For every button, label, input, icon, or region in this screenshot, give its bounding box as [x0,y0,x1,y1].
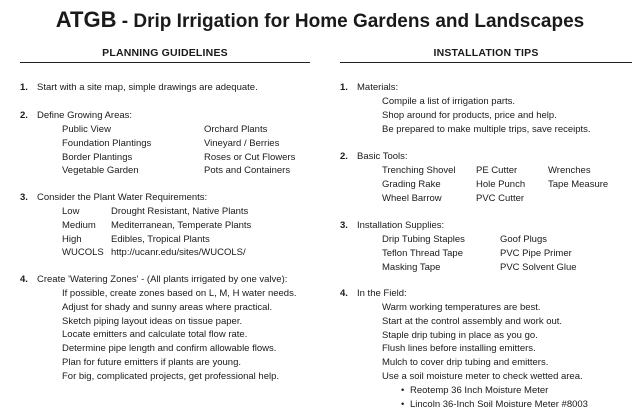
water-level: WUCOLS [62,247,104,259]
list-item: Be prepared to make multiple trips, save receipts. [382,123,591,135]
list-item: Tape Measure [548,178,609,190]
list-item: Vegetable Garden [62,165,139,177]
water-description: Edibles, Tropical Plants [111,233,210,245]
list-item: Mulch to cover drip tubing and emitters. [382,357,549,369]
water-level: Low [62,206,80,217]
in-the-field-list [382,301,583,384]
list-item: Foundation Plantings [62,137,152,149]
list-item: Plan for future emitters if plants are young. [62,356,242,368]
step-text: Define Growing Areas: [37,110,133,121]
water-level: High [62,233,82,245]
list-item: If possible, create zones based on L, M, H water needs. [62,288,297,299]
bullet-item: • Lincoln 36-Inch Soil Moisture Meter #8003 [400,398,588,412]
wucols-link[interactable]: http://ucanr.edu/sites/WUCOLS/ [111,247,246,259]
step-text: Installation Supplies: [357,220,445,231]
list-item: Staple drip tubing in place as you go. [382,329,538,341]
step-text: In the Field: [357,288,407,299]
list-item: Public View [62,124,111,135]
step-number: 1. [20,82,28,93]
water-level: Medium [62,219,96,231]
list-item: Grading Rake [382,178,441,190]
list-item: Use a soil moisture meter to check wetted area. [382,370,583,382]
title-brand: ATGB [55,7,117,32]
watering-zones-list [62,287,296,384]
bullet-item: • Reotemp 36 Inch Moisture Meter [400,384,588,398]
step-number: 3. [340,220,348,231]
step-number: 2. [20,110,28,121]
step-text: Basic Tools: [357,151,408,162]
step-number: 4. [20,274,28,285]
list-item: PVC Cutter [476,192,525,204]
list-item: Orchard Plants [204,124,268,135]
list-item: PE Cutter [476,165,518,176]
step-text: Create 'Watering Zones' - (All plants irrigated by one valve): [37,274,288,285]
step-number: 3. [20,192,28,203]
planning-guidelines-heading: PLANNING GUIDELINES [20,47,310,63]
list-item: For big, complicated projects, get professional help. [62,370,280,382]
step-number: 4. [340,288,348,299]
list-item: Determine pipe length and confirm allowable flows. [62,343,277,355]
step-number: 1. [340,82,348,93]
step-text: Start with a site map, simple drawings are adequate. [37,82,258,93]
list-item: Shop around for products, price and help. [382,109,557,121]
list-item: Locate emitters and calculate total flow rate. [62,329,248,341]
list-item: Wrenches [548,165,591,176]
list-item: Sketch piping layout ideas on tissue paper. [62,315,243,327]
moisture-meter-list [400,384,588,412]
title-subtitle: - Drip Irrigation for Home Gardens and Landscapes [116,11,585,32]
list-item: Vineyard / Berries [204,137,280,149]
planning-guidelines-column [20,47,310,382]
list-item: Compile a list of irrigation parts. [382,96,516,107]
list-item: Goof Plugs [500,234,547,245]
list-item: Pots and Containers [204,165,291,177]
step-text: Materials: [357,82,399,93]
list-item: Warm working temperatures are best. [382,302,541,313]
list-item: Roses or Cut Flowers [204,151,296,163]
page-title [0,7,640,33]
list-item: Teflon Thread Tape [382,247,463,259]
list-item: Masking Tape [382,261,441,273]
step-number: 2. [340,151,348,162]
list-item: PVC Solvent Glue [500,261,577,273]
installation-supplies-list [382,233,610,274]
list-item: Start at the control assembly and work out. [382,315,563,327]
list-item: Hole Punch [476,178,526,190]
list-item: Wheel Barrow [382,192,442,204]
water-description: Mediterranean, Temperate Plants [111,219,252,231]
water-requirements-table [62,205,311,260]
basic-tools-list [382,164,628,205]
water-description: Drought Resistant, Native Plants [111,206,249,217]
list-item: Border Plantings [62,151,133,163]
list-item: Adjust for shady and sunny areas where practical. [62,301,273,313]
materials-list [382,95,591,136]
installation-tips-column [340,47,632,410]
growing-areas-list [62,123,324,178]
installation-tips-heading: INSTALLATION TIPS [340,47,632,63]
list-item: PVC Pipe Primer [500,247,572,259]
list-item: Drip Tubing Staples [382,234,465,245]
list-item: Trenching Shovel [382,165,456,176]
list-item: Flush lines before installing emitters. [382,343,536,355]
step-text: Consider the Plant Water Requirements: [37,192,208,203]
